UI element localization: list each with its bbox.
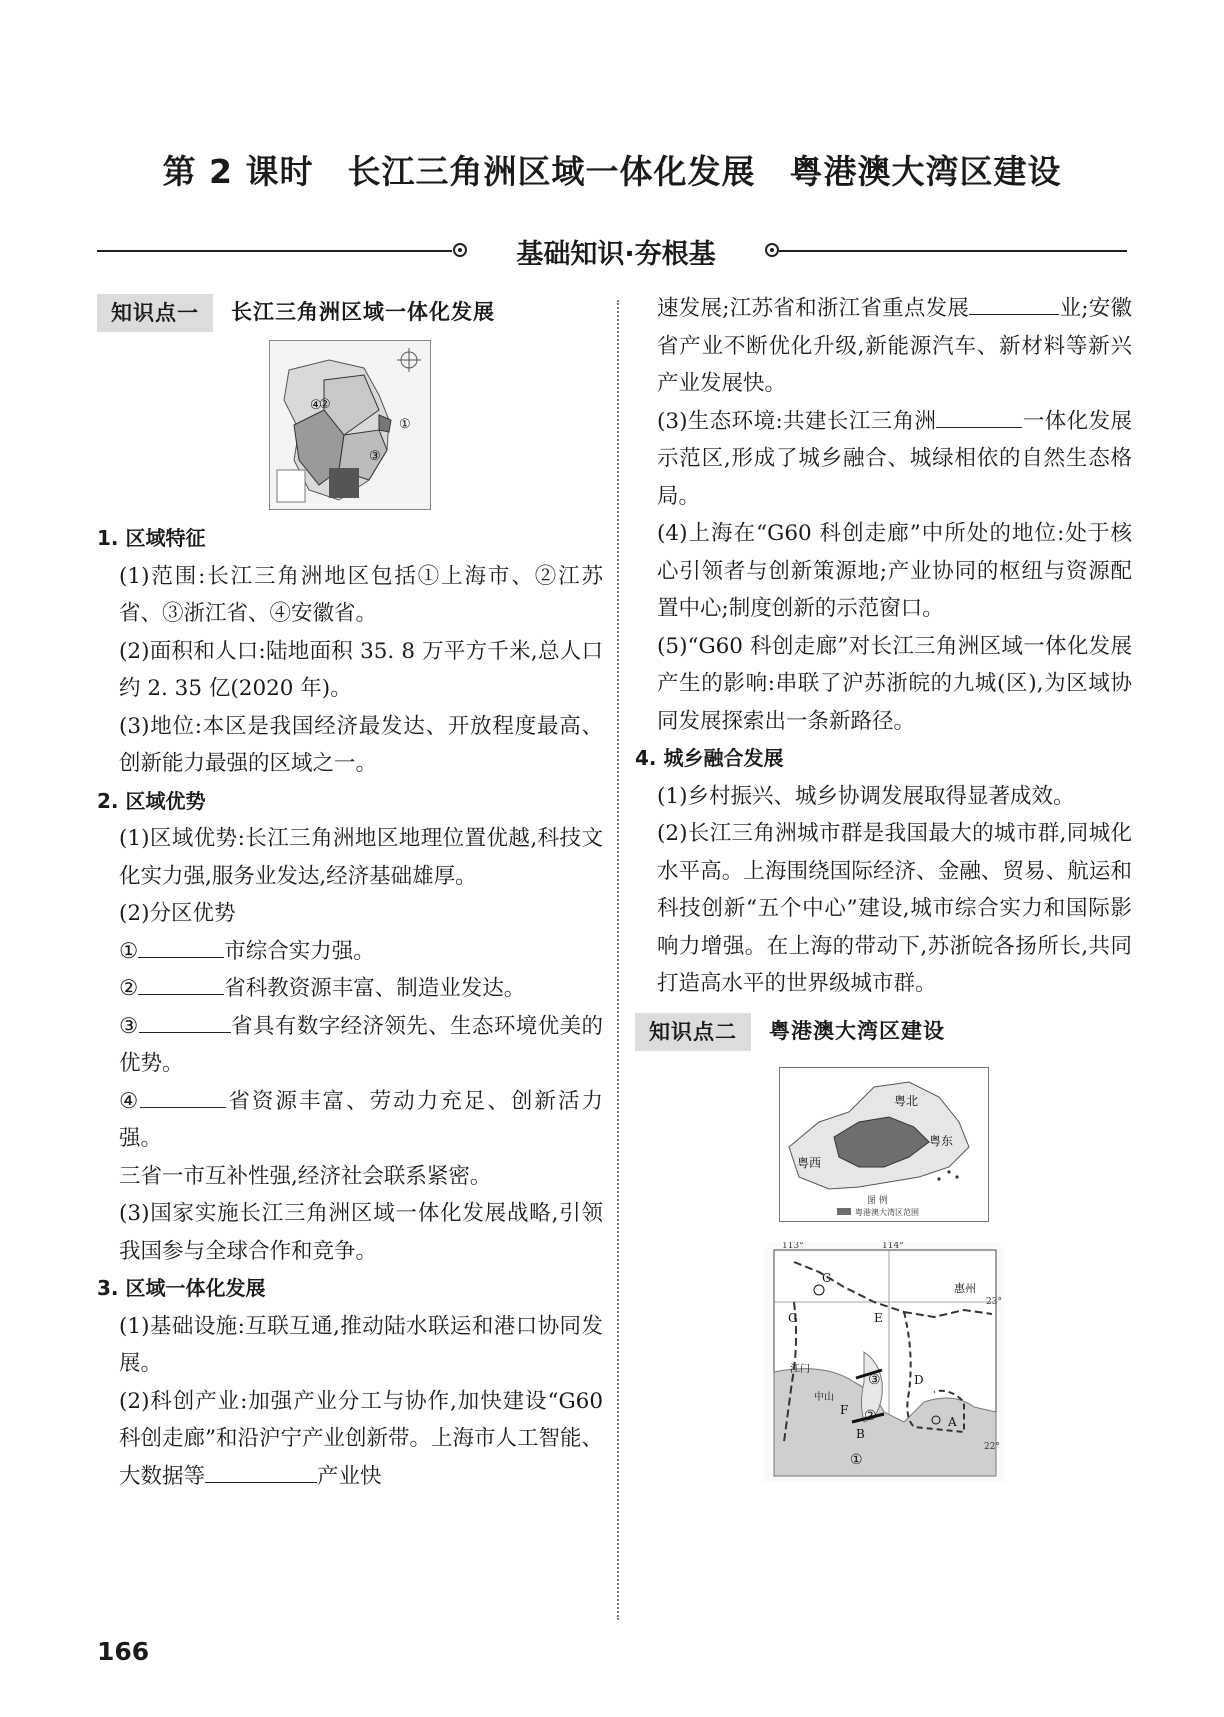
map1-label-1: ①: [399, 417, 411, 432]
map1-label-2: ②: [319, 397, 331, 412]
s2-blank-4-line: [97, 1083, 603, 1158]
s4-p2: (2)长江三角洲城市群是我国最大的城市群,同城化水平高。上海围绕国际经济、金融、贸易、航运和科技创新“五个中心”建设,城市综合实力和国际影响力增强。在上海的带动下,苏浙皖各扬所长,共同打造高水平的世界级城市群。: [657, 821, 1132, 996]
pearl-river-delta-detail-map: [764, 1242, 1004, 1482]
s3-r1-end: 业;安徽省产业不断优化升级,新能源汽车、新材料等新兴产业发展快。: [657, 296, 1132, 396]
s3-p2-end: 产业快: [317, 1463, 382, 1489]
map3-lon2: 114°: [881, 1241, 904, 1251]
s2-p4: (3)国家实施长江三角洲区域一体化发展战略,引领我国参与全球合作和竞争。: [119, 1201, 603, 1264]
map3-huizhou: 惠州: [953, 1281, 976, 1295]
s3-p3: [635, 403, 1132, 516]
kp2-name: 粤港澳大湾区建设: [769, 1018, 945, 1043]
column-divider: [617, 300, 619, 1620]
map1-label-3: ③: [369, 449, 381, 464]
map2-north: 粤北: [893, 1093, 918, 1108]
s2-p2: (2)分区优势: [119, 901, 236, 926]
map3-letter-g: G: [787, 1310, 798, 1325]
s3-p3-end: 一体化发展示范区,形成了城乡融合、城绿相依的自然生态格局。: [657, 408, 1132, 509]
map2-east: 粤东: [928, 1133, 953, 1148]
s3-heading: 3. 区域一体化发展: [97, 1276, 266, 1300]
s3-p3-text: (3)生态环境:共建长江三角洲: [657, 408, 937, 434]
map3-circle-1: ①: [849, 1451, 863, 1468]
yangtze-delta-map: [269, 340, 431, 510]
kp1-tag: 知识点一: [97, 294, 213, 332]
fill-blank-7[interactable]: [936, 403, 1022, 428]
map3-lat1: 23°: [985, 1296, 1002, 1307]
map3-letter-f: F: [839, 1402, 848, 1417]
page-number: 166: [97, 1637, 150, 1666]
s3-r1-text: 速发展;江苏省和浙江省重点发展: [657, 296, 970, 321]
s2-b1-num: ①: [119, 938, 139, 964]
map3-zhongshan: 中山: [813, 1391, 834, 1403]
s1-p1: (1)范围:长江三角洲地区包括①上海市、②江苏省、③浙江省、④安徽省。: [119, 563, 603, 626]
s3-p4: (4)上海在“G60 科创走廊”中所处的地位:处于核心引领者与创新策源地;产业协同的枢纽与资源配置中心;制度创新的示范窗口。: [657, 521, 1132, 621]
greater-bay-area-map: [779, 1067, 989, 1222]
fill-blank-5[interactable]: [205, 1458, 317, 1483]
map3-letter-d: D: [913, 1372, 924, 1387]
s2-heading: 2. 区域优势: [97, 788, 206, 813]
s2-blank-3-line: [97, 1008, 603, 1083]
banner-rule-left: [97, 250, 452, 252]
fill-blank-3[interactable]: [139, 1008, 231, 1033]
map3-lon1: 113°: [781, 1241, 804, 1251]
s1-heading: 1. 区域特征: [97, 526, 206, 550]
s2-b4-text: 省资源丰富、劳动力充足、创新活力强。: [119, 1088, 603, 1151]
map3-circle-2: ②: [863, 1407, 877, 1424]
s2-blank-2-line: [97, 970, 603, 1008]
fill-blank-1[interactable]: [138, 933, 224, 958]
s2-b3-text: 省具有数字经济领先、生态环境优美的优势。: [119, 1013, 603, 1076]
map3-lat2: 22°: [983, 1441, 1000, 1452]
ring-ornament-icon: [453, 243, 467, 257]
s2-b4-num: ④: [119, 1088, 141, 1114]
s3-p5: (5)“G60 科创走廊”对长江三角洲区域一体化发展产生的影响:串联了沪苏浙皖的九城(区),为区域协同发展探索出一条新路径。: [657, 633, 1132, 734]
left-column: [97, 292, 603, 1495]
s4-heading: 4. 城乡融合发展: [635, 746, 784, 770]
s2-b2-text: 省科教资源丰富、制造业发达。: [224, 976, 526, 1001]
section-banner: [97, 230, 1127, 270]
fill-blank-2[interactable]: [138, 970, 224, 995]
s3-p1: (1)基础设施:互联互通,推动陆水联运和港口协同发展。: [119, 1313, 603, 1376]
map3-jiangmen: 江门: [789, 1363, 810, 1375]
kp2-tag: 知识点二: [635, 1013, 751, 1051]
s2-p1: (1)区域优势:长江三角洲地区地理位置优越,科技文化实力强,服务业发达,经济基础雄厚。: [119, 826, 603, 889]
map1-label-4: ④: [310, 398, 322, 413]
banner-title: 基础知识·夯根基: [516, 239, 716, 270]
map3-letter-a: A: [947, 1414, 957, 1429]
s3-p2-text: (2)科创产业:加强产业分工与协作,加快建设“G60 科创走廊”和沿沪宁产业创新带。上海市人工智能、大数据等: [119, 1388, 603, 1489]
map2-west: 粤西: [796, 1155, 821, 1170]
lesson-title: 第 2 课时 长江三角洲区域一体化发展 粤港澳大湾区建设: [162, 152, 1062, 191]
s2-b2-num: ②: [119, 976, 139, 1001]
map3-circle-3: ③: [867, 1371, 881, 1388]
fill-blank-6[interactable]: [969, 290, 1059, 315]
s3-p2-cont: [635, 290, 1132, 403]
s2-blank-1-line: [97, 933, 603, 971]
right-column: [635, 290, 1132, 1482]
kp1-name: 长江三角洲区域一体化发展: [231, 300, 495, 325]
ring-ornament-icon: [765, 243, 779, 257]
fill-blank-4[interactable]: [140, 1083, 226, 1108]
knowledge-point-1: [97, 292, 603, 334]
s3-p2: [97, 1383, 603, 1496]
map3-letter-e: E: [873, 1310, 883, 1325]
s1-p2: (2)面积和人口:陆地面积 35. 8 万平方千米,总人口约 2. 35 亿(2020 年)。: [119, 638, 603, 701]
map2-legend-item: 粤港澳大湾区范围: [854, 1207, 919, 1217]
banner-rule-right: [779, 250, 1127, 252]
s4-p1: (1)乡村振兴、城乡协调发展取得显著成效。: [657, 783, 1075, 809]
knowledge-point-2: [635, 1011, 1132, 1053]
map3-letter-b: B: [855, 1426, 865, 1441]
s2-b1-text: 市综合实力强。: [224, 938, 375, 964]
map3-letter-c: C: [821, 1270, 831, 1285]
s2-b3-num: ③: [119, 1013, 139, 1039]
s1-p3: (3)地位:本区是我国经济最发达、开放程度最高、创新能力最强的区域之一。: [119, 713, 603, 776]
map2-legend-title: 图 例: [866, 1195, 888, 1206]
s2-p3: 三省一市互补性强,经济社会联系紧密。: [119, 1163, 492, 1189]
